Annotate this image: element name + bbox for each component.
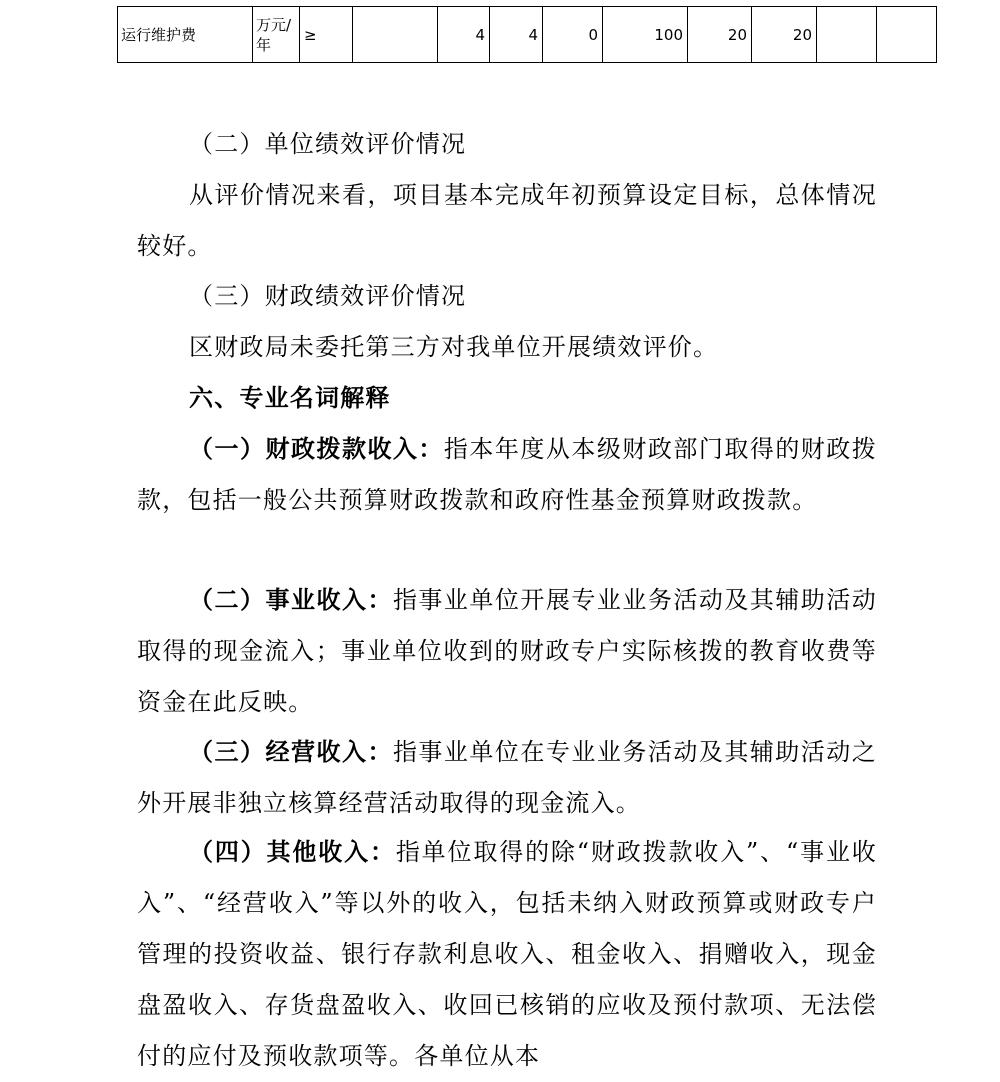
indicator-name-cell: 运行维护费 <box>118 7 253 63</box>
section-body-unit-evaluation: 从评价情况来看，项目基本完成年初预算设定目标，总体情况较好。 <box>137 181 877 260</box>
glossary-definition: 指事业单位开展专业业务活动及其辅助活动取得的现金流入；事业单位收到的财政专户实际核拨的教育收费等资金在此反映。 <box>137 586 877 716</box>
glossary-item <box>137 423 877 526</box>
glossary-term: （二）事业收入： <box>189 585 393 614</box>
glossary-term: （一）财政拨款收入： <box>189 434 444 463</box>
unit-cell: 万元/年 <box>253 7 300 63</box>
performance-table-fragment <box>117 6 937 63</box>
glossary-term: （四）其他收入： <box>189 837 396 866</box>
section-body-fiscal-evaluation: 区财政局未委托第三方对我单位开展绩效评价。 <box>189 333 719 361</box>
value-cell: 4 <box>438 7 490 63</box>
glossary-term: （三）经营收入： <box>189 737 393 766</box>
glossary-definition: 指事业单位在专业业务活动及其辅助活动之外开展非独立核算经营活动取得的现金流入。 <box>137 738 877 817</box>
glossary-item <box>137 574 877 728</box>
value-cell <box>817 7 877 63</box>
table-row <box>118 7 937 63</box>
value-cell: 4 <box>490 7 543 63</box>
value-cell: 100 <box>603 7 688 63</box>
value-cell <box>877 7 937 63</box>
operator-cell: ≥ <box>300 7 353 63</box>
glossary-item <box>137 826 877 1082</box>
value-cell <box>353 7 438 63</box>
value-cell: 20 <box>752 7 817 63</box>
glossary-definition: 指单位取得的除“财政拨款收入”、“事业收入”、“经营收入”等以外的收入，包括未纳入财政预算或财政专户管理的投资收益、银行存款利息收入、租金收入、捐赠收入，现金盘盈收入、存货盘盈收入、收回已核销的应收及预付款项、无法偿付的应付及预收款项等。各单位从本 <box>137 838 877 1070</box>
section-title-unit-evaluation: （二）单位绩效评价情况 <box>189 130 467 158</box>
section-title-fiscal-evaluation: （三）财政绩效评价情况 <box>189 282 467 310</box>
glossary-definition: 指本年度从本级财政部门取得的财政拨款，包括一般公共预算财政拨款和政府性基金预算财政拨款。 <box>137 435 877 514</box>
glossary-item <box>137 726 877 829</box>
section-title-glossary: 六、专业名词解释 <box>189 383 391 412</box>
value-cell: 20 <box>688 7 752 63</box>
value-cell: 0 <box>543 7 603 63</box>
